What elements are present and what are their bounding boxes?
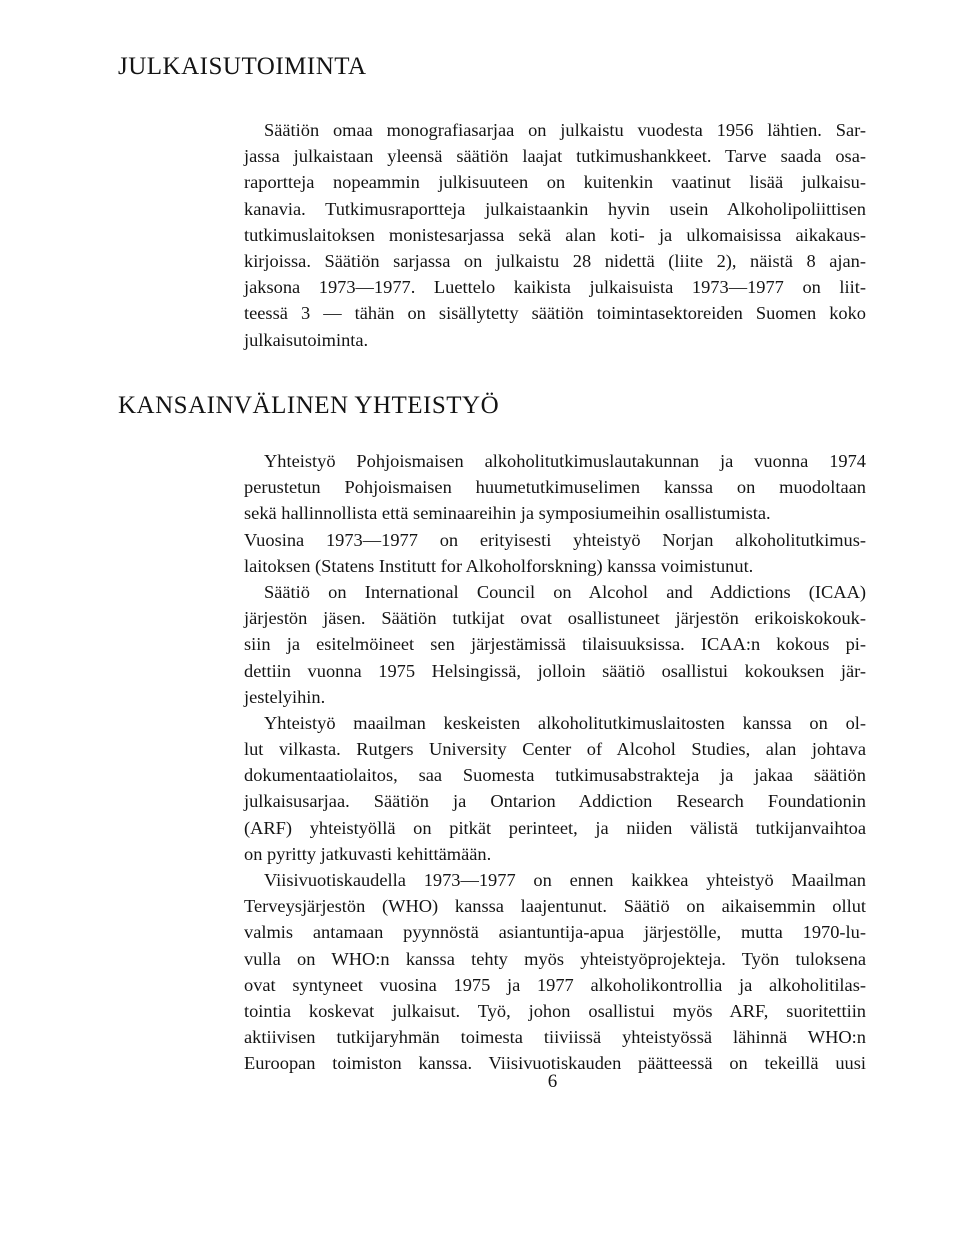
paragraph-line: on pyritty jatkuvasti kehittämään. <box>244 843 492 864</box>
paragraph-line: lut vilkasta. Rutgers University Center of Alcohol Studies, alan johtava <box>244 739 866 760</box>
paragraph-line: sekä hallinnollista että seminaareihin ja symposiumeihin osallistumista. <box>244 503 771 524</box>
paragraph-line: kirjoissa. Säätiön sarjassa on julkaistu 28 nidettä (liite 2), näistä 8 ajan- <box>244 250 866 271</box>
paragraph-line: järjestön jäsen. Säätiön tutkijat ovat osallistuneet järjestön erikoiskokouk- <box>244 608 866 629</box>
paragraph-line: laitoksen (Statens Institutt for Alkoholforskning) kanssa voimistunut. <box>244 555 754 576</box>
paragraph-line: dokumentaatiolaitos, saa Suomesta tutkimusabstrakteja ja jakaa säätiön <box>244 765 866 786</box>
section-body-kansainvalinen-yhteistyo <box>244 448 866 1077</box>
paragraph-line: kanavia. Tutkimusraportteja julkaistaankin hyvin usein Alkoholipoliittisen <box>244 198 866 219</box>
paragraph-line: Yhteistyö Pohjoismaisen alkoholitutkimuslautakunnan ja vuonna 1974 <box>264 451 866 471</box>
paragraph-line: Vuosina 1973—1977 on erityisesti yhteistyö Norjan alkoholitutkimus- <box>244 529 866 550</box>
paragraph-line: Euroopan toimiston kanssa. Viisivuotiskauden päätteessä on tekeillä uusi <box>244 1053 866 1074</box>
paragraph-line: vulla on WHO:n kanssa tehty myös yhteistyöprojekteja. Työn tuloksena <box>244 948 866 969</box>
paragraph-line: Yhteistyö maailman keskeisten alkoholitutkimuslaitosten kanssa on ol- <box>264 712 866 733</box>
paragraph-line: aktiivisen tutkijaryhmän toimesta tiiviissä yhteistyössä lähinnä WHO:n <box>244 1027 866 1048</box>
paragraph-line: Säätiö on International Council on Alcohol and Addictions (ICAA) <box>264 581 866 602</box>
paragraph-line: dettiin vuonna 1975 Helsingissä, jolloin säätiö osallistui kokouksen jär- <box>244 660 866 681</box>
paragraph-line: julkaisusarjaa. Säätiön ja Ontarion Addiction Research Foundationin <box>244 791 866 812</box>
paragraph-line: perustetun Pohjoismaisen huumetutkimuselimen kanssa on muodoltaan <box>244 477 866 498</box>
page-number: 6 <box>547 1071 558 1092</box>
paragraph-line: valmis antamaan pyynnöstä asiantuntija-apua järjestölle, mutta 1970-lu- <box>244 922 866 943</box>
paragraph-line: ovat syntyneet vuosina 1975 ja 1977 alkoholikontrollia ja alkoholitilas- <box>244 974 866 995</box>
paragraph-line: Säätiön omaa monografiasarjaa on julkaistu vuodesta 1956 lähtien. Sar- <box>264 120 866 140</box>
section-heading-kansainvalinen-yhteistyo: KANSAINVÄLINEN YHTEISTYÖ <box>118 392 500 419</box>
section-body-julkaisutoiminta <box>244 117 866 353</box>
paragraph-line: raportteja nopeammin julkisuuteen on kuitenkin vaatinut lisää julkaisu- <box>244 172 866 193</box>
section-heading-julkaisutoiminta: JULKAISUTOIMINTA <box>118 53 367 80</box>
paragraph-line: siin ja esitelmöineet sen järjestämissä tilaisuuksissa. ICAA:n kokous pi- <box>244 634 866 655</box>
paragraph-line: teessä 3 — tähän on sisällytetty säätiön toimintasektoreiden Suomen koko <box>244 303 866 324</box>
paragraph-line: Terveysjärjestön (WHO) kanssa laajentunut. Säätiö on aikaisemmin ollut <box>244 896 866 917</box>
paragraph-line: jestelyihin. <box>244 686 326 707</box>
paragraph-line: jaksona 1973—1977. Luettelo kaikista julkaisuista 1973—1977 on liit- <box>244 277 866 298</box>
paragraph-line: tointia koskevat julkaisut. Työ, johon osallistui myös ARF, suoritettiin <box>244 1000 866 1021</box>
paragraph-line: Viisivuotiskaudella 1973—1977 on ennen kaikkea yhteistyö Maailman <box>264 870 866 890</box>
paragraph-line: (ARF) yhteistyöllä on pitkät perinteet, ja niiden välistä tutkijanvaihtoa <box>244 817 866 838</box>
paragraph-line: tutkimuslaitoksen monistesarjassa sekä alan koti- ja ulkomaisissa aikakaus- <box>244 224 866 245</box>
paragraph-line: julkaisutoiminta. <box>244 329 369 350</box>
paragraph-line: jassa julkaistaan yleensä säätiön laajat tutkimushankkeet. Tarve saada osa- <box>244 146 866 167</box>
